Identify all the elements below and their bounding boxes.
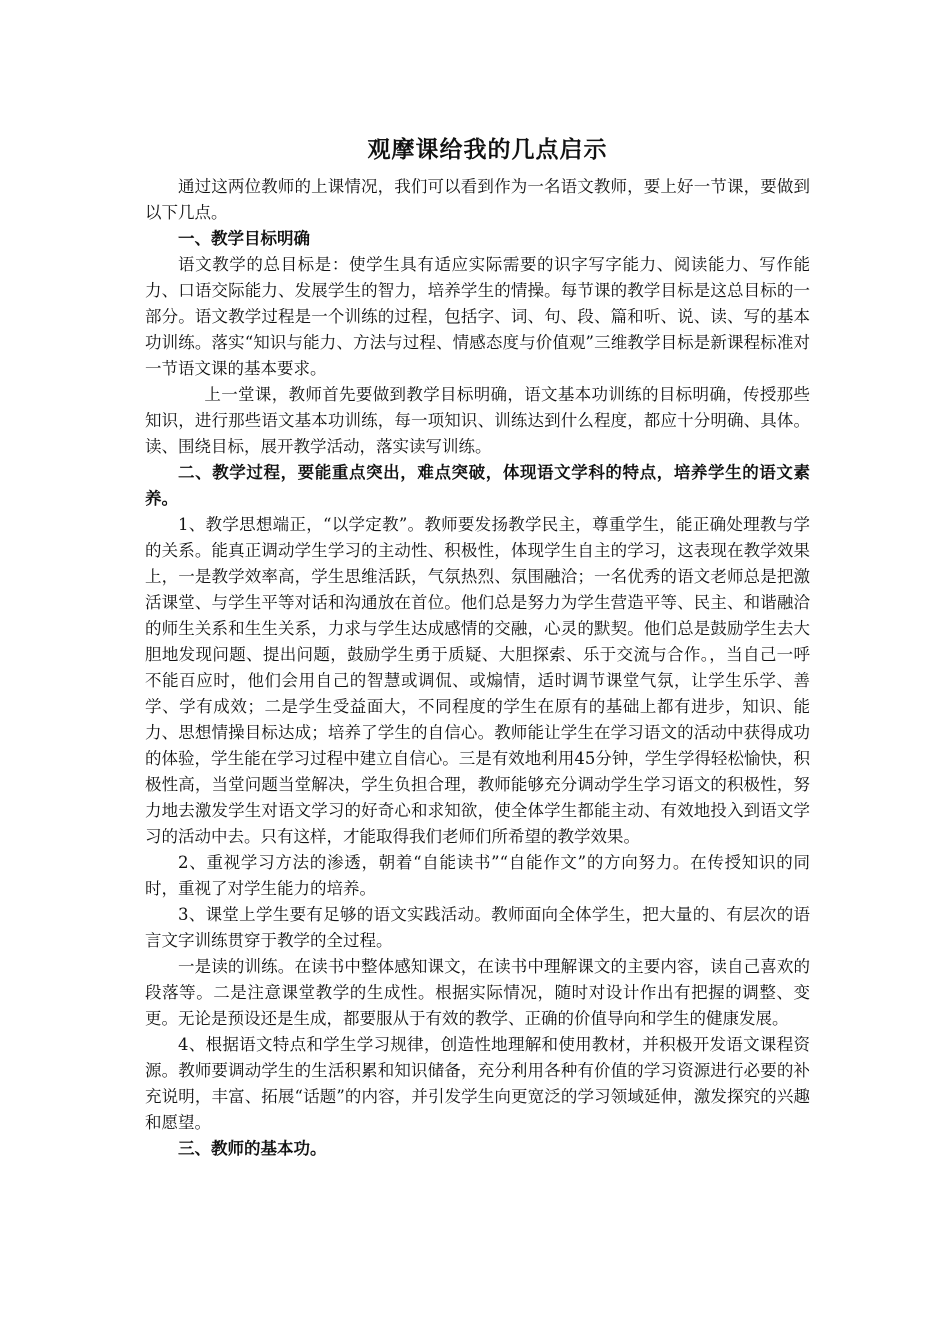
document-title: 观摩课给我的几点启示 [367,136,608,163]
body-paragraph: 1、教学思想端正，“以学定教”。教师要发扬教学民主，尊重学生，能正确处理教与学的关系。能真正调动学生学习的主动性、积极性，体现学生自主的学习，这表现在教学效果上，一是教学效率高，学生思维活跃，气氛热烈、氛围融洽；一名优秀的语文老师总是把激活课堂、与学生平等对话和沟通放在首位。他们总是努力为学生营造平等、民主、和谐融洽的师生关系和生生关系，力求与学生达成感情的交融，心灵的默契。他们总是鼓励学生去大胆地发现问题、提出问题，鼓励学生勇于质疑、大胆探索、乐于交流与合作。，当自己一呼不能百应时，他们会用自己的智慧或调侃、或煽情，适时调节课堂气氛，让学生乐学、善学、学有成效；二是学生受益面大，不同程度的学生在原有的基础上都有进步，知识、能力、思想情操目标达成；培养了学生的自信心。教师能让学生在学习语文的活动中获得成功的体验，学生能在学习过程中建立自信心。三是有效地利用45分钟，学生学得轻松愉快，积极性高，当堂问题当堂解决，学生负担合理，教师能够充分调动学生学习语文的积极性，努力地去激发学生对语文学习的好奇心和求知欲，使全体学生都能主动、有效地投入到语文学习的活动中去。只有这样，才能取得我们老师们所希望的教学效果。 [145,515,810,846]
body-paragraph: 语文教学的总目标是：使学生具有适应实际需要的识字写字能力、阅读能力、写作能力、口语交际能力、发展学生的智力，培养学生的情操。每节课的教学目标是这总目标的一部分。语文教学过程是一个训练的过程，包括字、词、句、段、篇和听、说、读、写的基本功训练。落实“知识与能力、方法与过程、情感态度与价值观”三维教学目标是新课程标准对一节语文课的基本要求。 [145,255,810,378]
body-paragraph: 上一堂课，教师首先要做到教学目标明确，语文基本功训练的目标明确，传授那些知识，进行那些语文基本功训练，每一项知识、训练达到什么程度，都应十分明确、具体。读、围绕目标，展开教学活动，落实读写训练。 [145,385,810,456]
body-paragraph: 一是读的训练。在读书中整体感知课文，在读书中理解课文的主要内容，读自己喜欢的段落等。二是注意课堂教学的生成性。根据实际情况，随时对设计作出有把握的调整、变更。无论是预设还是生成，都要服从于有效的教学、正确的价值导向和学生的健康发展。 [145,957,810,1028]
body-paragraph: 4、根据语文特点和学生学习规律，创造性地理解和使用教材，并积极开发语文课程资源。教师要调动学生的生活积累和知识储备，充分利用各种有价值的学习资源进行必要的补充说明，丰富、拓展“话题”的内容，并引发学生向更宽泛的学习领域延伸，激发探究的兴趣和愿望。 [145,1035,810,1132]
intro-paragraph: 通过这两位教师的上课情况，我们可以看到作为一名语文教师，要上好一节课，要做到以下几点。 [145,177,810,222]
document-page [145,134,810,1162]
section-heading-1: 一、教学目标明确 [178,229,310,248]
body-paragraph: 3、课堂上学生要有足够的语文实践活动。教师面向全体学生，把大量的、有层次的语言文字训练贯穿于教学的全过程。 [145,905,810,950]
section-heading-3: 三、教师的基本功。 [178,1139,327,1158]
body-paragraph: 2、重视学习方法的渗透，朝着“自能读书”“自能作文”的方向努力。在传授知识的同时，重视了对学生能力的培养。 [145,853,810,898]
section-heading-2: 二、教学过程，要能重点突出，难点突破，体现语文学科的特点，培养学生的语文素养。 [145,463,810,508]
